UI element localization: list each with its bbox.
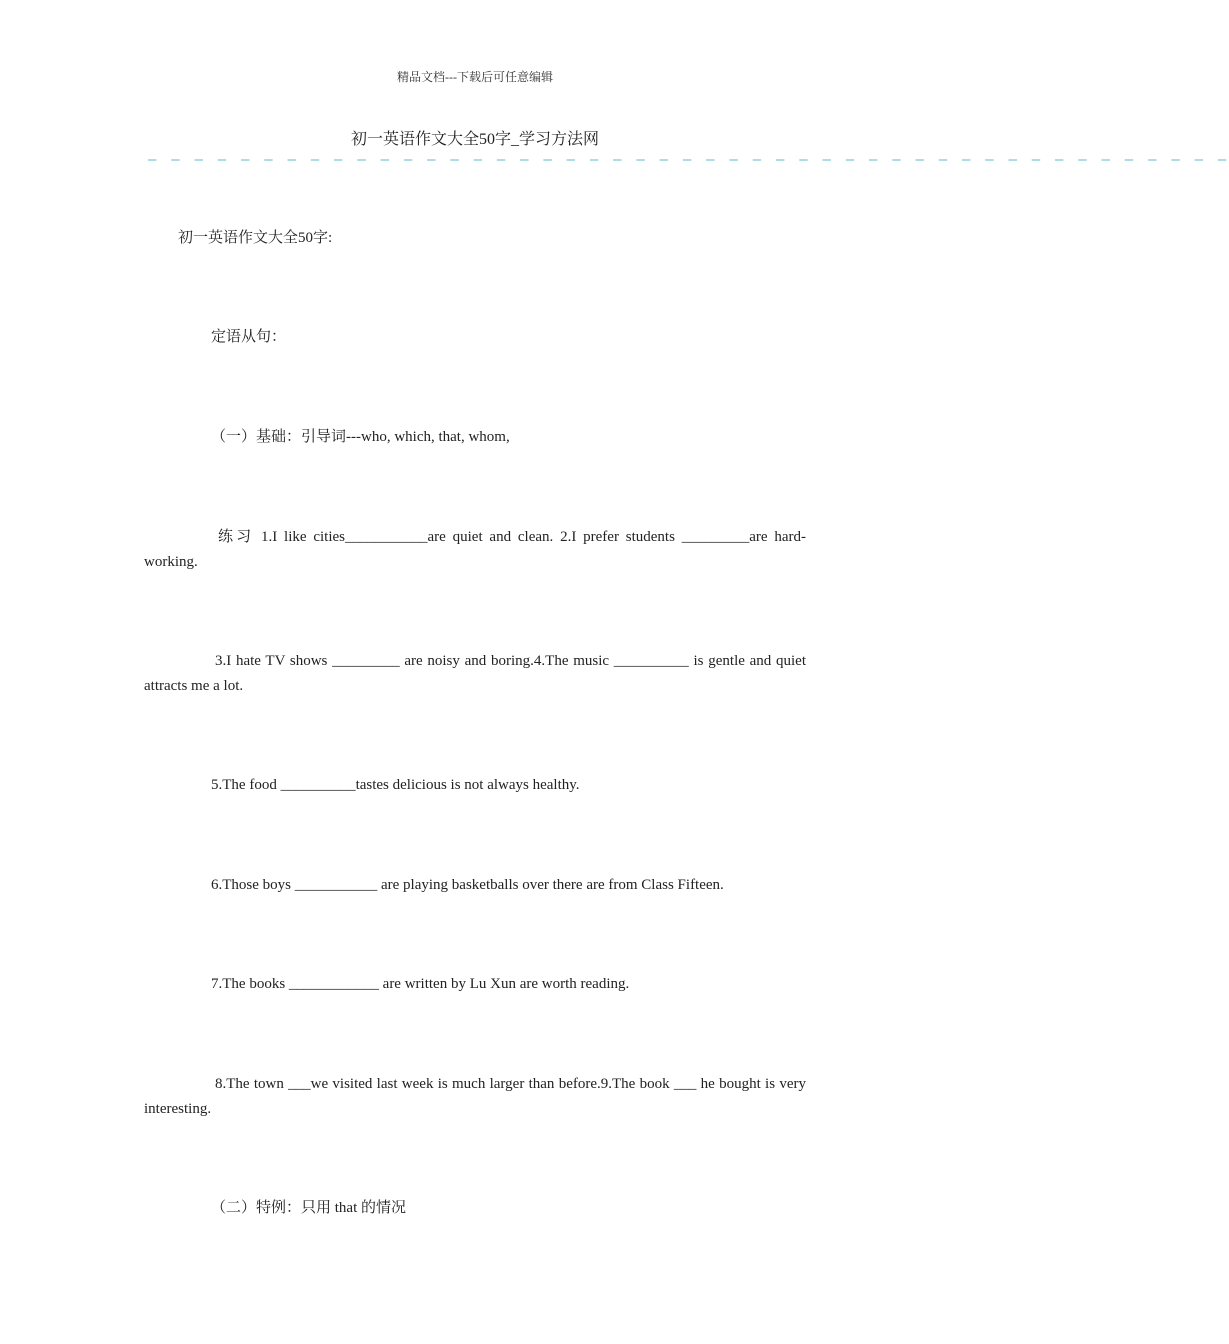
intro-line: 初一英语作文大全50字:	[178, 230, 333, 246]
basics-heading: （一）基础：引导词---who, which, that, whom,	[211, 429, 510, 445]
document-title: 初一英语作文大全50字_学习方法网	[350, 131, 599, 148]
exercise-6: 6.Those boys ___________ are playing basketballs over there are from Class Fifteen.	[211, 877, 724, 893]
exercise-1-2-text: 练习 1.I like cities___________are quiet and clean. 2.I prefer students _________are hard- working.	[144, 529, 806, 570]
exercise-3-4	[144, 649, 806, 699]
header-note: 精品文档---下载后可任意编辑	[397, 70, 553, 84]
special-cases-heading: （二）特例：只用 that 的情况	[211, 1200, 406, 1216]
exercise-1-2	[144, 525, 806, 575]
exercise-7: 7.The books ____________ are written by Lu Xun are worth reading.	[211, 976, 630, 992]
exercise-3-4-text: 3.I hate TV shows _________ are noisy and boring.4.The music __________ is gentle and quiet attracts me a lot.	[144, 653, 806, 694]
title-divider: — — — — — — — — — — — — — — — — — — — — — — — — — — — — — — — — — — — — — — — — — — — — — — —	[148, 152, 1229, 168]
exercise-8-9-text: 8.The town ___we visited last week is much larger than before.9.The book ___ he bought is very interesting.	[144, 1076, 806, 1117]
exercise-8-9	[144, 1072, 806, 1122]
section-label: 定语从句：	[211, 329, 287, 345]
exercise-5: 5.The food __________tastes delicious is not always healthy.	[211, 777, 580, 793]
